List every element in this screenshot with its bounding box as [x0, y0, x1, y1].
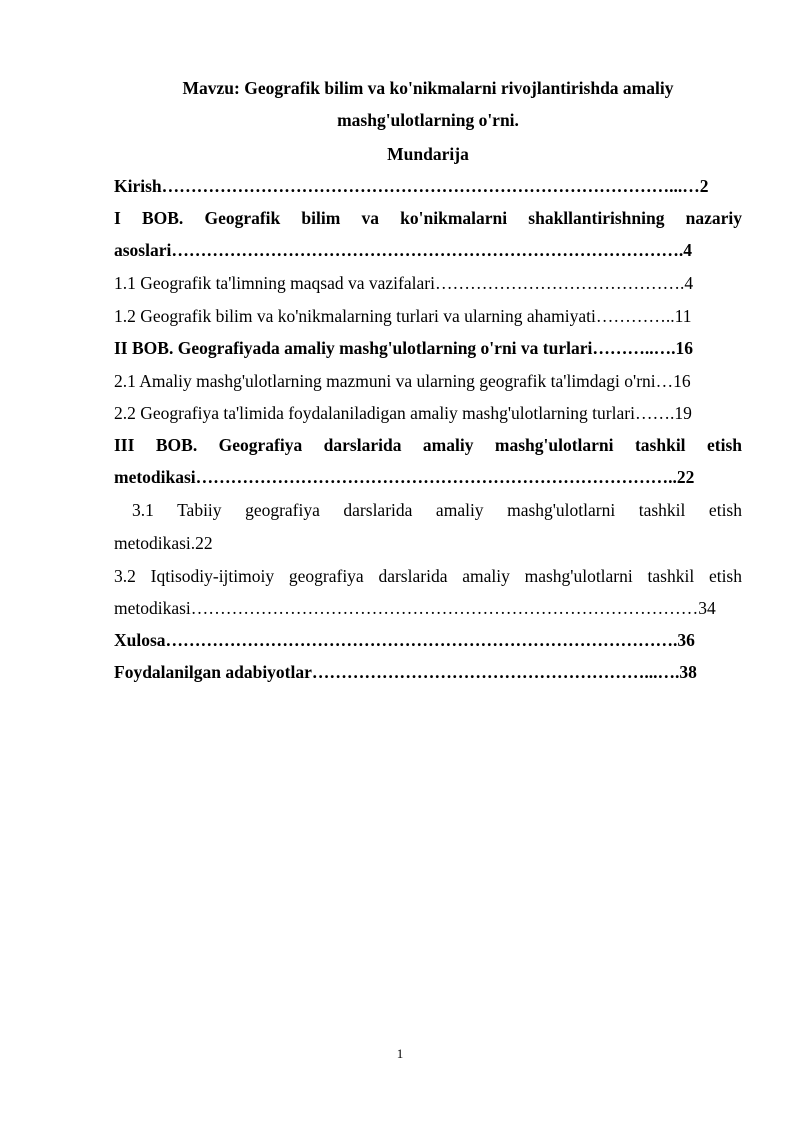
- toc-entry-3-2: 3.2 Iqtisodiy-ijtimoiy geografiya darslarida amaliy mashg'ulotlarni tashkil etish: [114, 566, 742, 586]
- toc-entry-chapter-1-cont: asoslari…………………………………………………………………………….4: [114, 240, 692, 260]
- toc-entry-3-2-cont: metodikasi……………………………………………………………………………34: [114, 598, 716, 618]
- toc-entry-3-1-cont: metodikasi.22: [114, 533, 213, 553]
- toc-entry-chapter-1: I BOB. Geografik bilim va ko'nikmalarni shakllantirishning nazariy: [114, 208, 742, 228]
- toc-entry-1-1: 1.1 Geografik ta'limning maqsad va vazifalari…………………………………….4: [114, 273, 694, 293]
- document-title-line-1: Mavzu: Geografik bilim va ko'nikmalarni rivojlantirishda amaliy: [182, 78, 674, 98]
- document-title-line-2: mashg'ulotlarning o'rni.: [337, 110, 519, 130]
- toc-entry-xulosa: Xulosa…………………………………………………………………………….36: [114, 630, 695, 650]
- toc-entry-2-1: 2.1 Amaliy mashg'ulotlarning mazmuni va ularning geografik ta'limdagi o'rni…16: [114, 371, 691, 391]
- toc-entry-3-1: 3.1 Tabiiy geografiya darslarida amaliy mashg'ulotlarni tashkil etish: [132, 500, 742, 520]
- toc-entry-chapter-2: II BOB. Geografiyada amaliy mashg'ulotlarning o'rni va turlari………..….16: [114, 338, 693, 358]
- toc-entry-kirish: Kirish……………………………………………………………………………...…2: [114, 176, 709, 196]
- toc-entry-1-2: 1.2 Geografik bilim va ko'nikmalarning turlari va ularning ahamiyati…………..11: [114, 306, 692, 326]
- toc-heading: Mundarija: [387, 144, 469, 164]
- toc-entry-2-2: 2.2 Geografiya ta'limida foydalaniladigan amaliy mashg'ulotlarning turlari…….19: [114, 403, 692, 423]
- toc-entry-chapter-3-cont: metodikasi………………………………………………………………………..22: [114, 467, 695, 487]
- toc-entry-adabiyotlar: Foydalanilgan adabiyotlar…………………………………………………...….38: [114, 662, 697, 682]
- toc-entry-chapter-3: III BOB. Geografiya darslarida amaliy mashg'ulotlarni tashkil etish: [114, 435, 742, 455]
- page-number: 1: [396, 1046, 404, 1061]
